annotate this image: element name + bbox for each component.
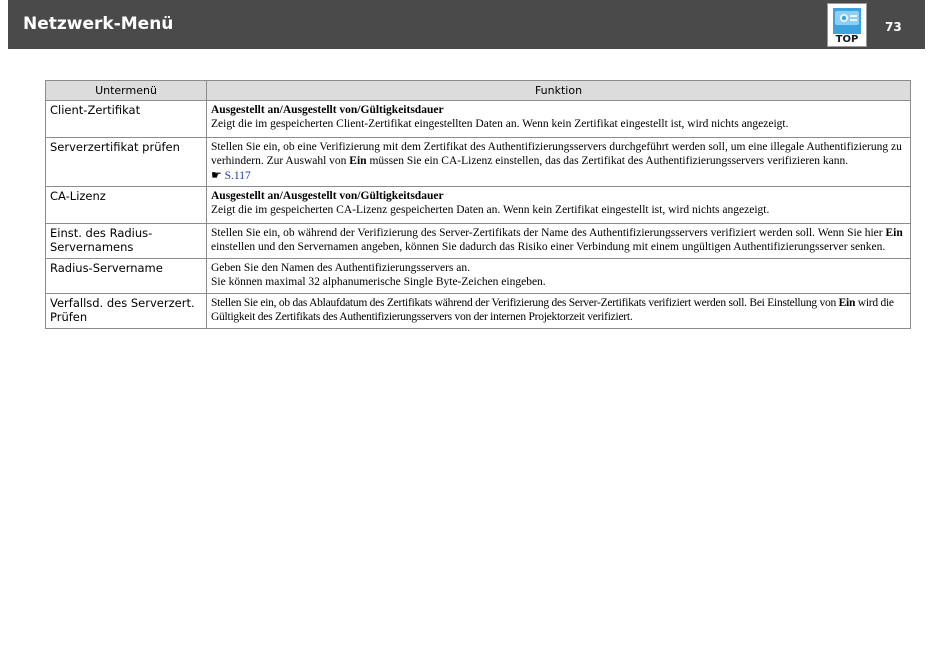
function-cell: [207, 259, 911, 294]
function-text: [211, 296, 906, 324]
submenu-cell: CA-Lizenz: [46, 187, 207, 224]
function-cell: [207, 294, 911, 329]
projector-icon: [831, 6, 863, 36]
table-row: [46, 187, 911, 224]
submenu-cell: Radius-Servername: [46, 259, 207, 294]
function-text-part: Stellen Sie ein, ob während der Verifizierung des Server-Zertifikats der Name des Authentifizierungsservers verifiziert werden soll. Wenn Sie hier: [211, 227, 886, 239]
page-title: Netzwerk-Menü: [23, 14, 174, 34]
top-button[interactable]: [827, 3, 867, 47]
page-reference: [211, 168, 906, 183]
table-row: [46, 101, 911, 138]
page-header: [8, 0, 925, 49]
column-header-function: Funktion: [207, 81, 911, 101]
column-header-submenu: Untermenü: [46, 81, 207, 101]
network-menu-table: [45, 80, 911, 329]
function-text-part: wird die Gültigkeit des Zertifikats des Authentifizierungsservers von der internen Projektorzeit verifiziert.: [211, 297, 894, 323]
function-text: [211, 140, 906, 168]
function-heading: Ausgestellt an/Ausgestellt von/Gültigkeitsdauer: [211, 190, 444, 202]
top-button-label: TOP: [835, 34, 859, 45]
pointing-hand-icon: ☛: [211, 168, 222, 182]
submenu-cell: Einst. des Radius-Servernamens: [46, 224, 207, 259]
option-on-label: Ein: [349, 155, 367, 167]
function-text: Zeigt die im gespeicherten CA-Lizenz gespeicherten Daten an. Wenn kein Zertifikat eingestellt ist, wird nichts angezeigt.: [211, 204, 770, 216]
function-text: Geben Sie den Namen des Authentifizierungsservers an.: [211, 262, 470, 274]
submenu-cell: Serverzertifikat prüfen: [46, 138, 207, 187]
function-cell: [207, 224, 911, 259]
function-text-part: Stellen Sie ein, ob das Ablaufdatum des Zertifikats während der Verifizierung des Server-Zertifikats verifiziert werden soll. Bei Einstellung von: [211, 297, 839, 309]
function-text: Sie können maximal 32 alphanumerische Single Byte-Zeichen eingeben.: [211, 276, 546, 288]
submenu-cell: Verfallsd. des Serverzert. Prüfen: [46, 294, 207, 329]
function-text: Zeigt die im gespeicherten Client-Zertifikat eingestellten Daten an. Wenn kein Zertifikat eingestellt ist, wird nichts angezeigt.: [211, 118, 789, 130]
function-cell: [207, 187, 911, 224]
function-heading: Ausgestellt an/Ausgestellt von/Gültigkeitsdauer: [211, 104, 444, 116]
option-on-label: Ein: [838, 297, 856, 309]
function-text-part: einstellen und den Servernamen angeben, können Sie dadurch das Risiko einer Verbindung mit einem ungültigen Authentifizierungsserver senken.: [211, 241, 886, 253]
page-link[interactable]: S.117: [224, 170, 251, 182]
option-on-label: Ein: [885, 227, 903, 239]
function-text-part: Stellen Sie ein, ob eine Verifizierung mit dem Zertifikat des Authentifizierungsservers durchgeführt werden soll, um eine illegale Authentifizierung zu verhindern. Zur Auswahl von: [211, 141, 902, 167]
function-cell: [207, 138, 911, 187]
table-row: [46, 138, 911, 187]
table-header-row: [46, 81, 911, 101]
table-row: [46, 259, 911, 294]
table-row: [46, 224, 911, 259]
table-row: [46, 294, 911, 329]
function-text-part: müssen Sie ein CA-Lizenz einstellen, das das Zertifikat des Authentifizierungsservers verifizieren kann.: [366, 155, 849, 167]
function-cell: [207, 101, 911, 138]
function-text: [211, 226, 906, 254]
page-number: 73: [885, 20, 902, 34]
submenu-cell: Client-Zertifikat: [46, 101, 207, 138]
